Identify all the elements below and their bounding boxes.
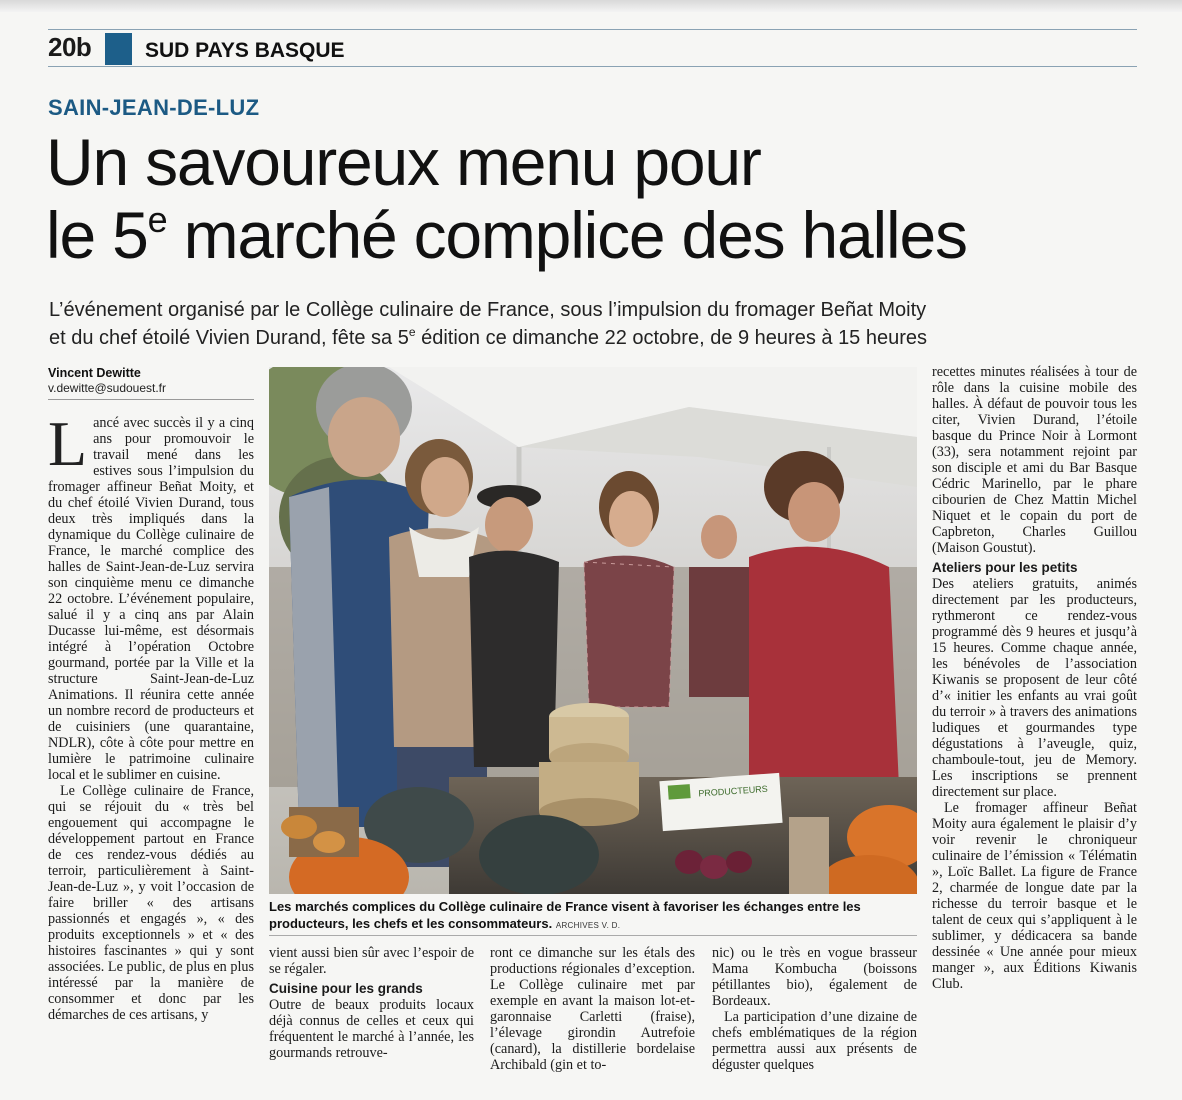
article-column-3 bbox=[490, 945, 695, 1085]
byline-rule bbox=[48, 399, 254, 400]
article-column-5 bbox=[932, 364, 1137, 1084]
page-edge-shadow bbox=[0, 0, 1182, 12]
paragraph: Outre de beaux produits locaux déjà connus de celles et ceux qui fréquentent le marché à l’année, les gourmands retrouve- bbox=[269, 997, 474, 1061]
page-number: 20b bbox=[48, 32, 92, 62]
market-photo bbox=[269, 367, 917, 894]
photo-credit: ARCHIVES V. D. bbox=[555, 921, 621, 930]
article-column-4 bbox=[712, 945, 917, 1085]
author-name: Vincent Dewitte bbox=[48, 366, 141, 380]
standfirst-line-1: L’événement organisé par le Collège culinaire de France, sous l’impulsion du fromager Beñat Moity bbox=[49, 299, 927, 321]
subheading-cuisine: Cuisine pour les grands bbox=[269, 981, 423, 996]
article-headline bbox=[46, 126, 967, 272]
photo-caption: Les marchés complices du Collège culinaire de France visent à favoriser les échanges entre les producteurs, les chefs et les consommateurs. ARCHIVES V. D. bbox=[269, 899, 861, 931]
paragraph: Des ateliers gratuits, animés directement par les producteurs, rythmeront ce rendez-vous programmé dès 9 heures et jusqu’à 15 heures. Comme chaque année, les bénévoles de l’association Kiwanis se proposent de leur côté d’« initier les enfants au vrai goût du terroir » à travers des animations ludiques et gourmandes type dégustations à l’aveugle, quiz, chamboule-tout, jeu de Memory. Les inscriptions se prennent directement sur place. bbox=[932, 576, 1137, 800]
paragraph: Le Collège culinaire de France, qui se réjouit du « très bel engouement qui accompagne le développement partout en France de ces rendez-vous dédiés au terroir, particulièrement à Saint-Jean-de-Luz », y voit l’occasion de faire briller « des artisans passionnés et engagés », « des produits exceptionnels » et « des histoires fascinantes » qui y sont associées. Le public, de plus en plus intéressé par la manière de consommer et donc par les démarches de ces artisans, y bbox=[48, 783, 254, 1023]
paragraph: nic) ou le très en vogue brasseur Mama Kombucha (boissons pétillantes bio), également de Bordeaux. bbox=[712, 945, 917, 1009]
standfirst-line-2: et du chef étoilé Vivien Durand, fête sa 5e édition ce dimanche 22 octobre, de 9 heures à 15 heures bbox=[49, 325, 928, 349]
photo-sign-text: PRODUCTEURS bbox=[698, 783, 769, 799]
article-column-1 bbox=[48, 408, 254, 1085]
headline-line-2: le 5e marché complice des halles bbox=[46, 198, 967, 272]
market-scene-illustration bbox=[269, 367, 917, 894]
paragraph: La participation d’une dizaine de chefs emblématiques de la région permettra aussi aux présents de déguster quelques bbox=[712, 1009, 917, 1073]
paragraph: Le fromager affineur Beñat Moity aura également le plaisir d’y voir revenir le chroniqueur culinaire de l’émission « Télématin », Loïc Ballet. La figure de France 2, charmée de longue date par la richesse du terroir basque et le talent de ceux qui s’appliquent à le sublimer, y dédicacera sa bande dessinée « Une année pour mieux manger », aux Éditions Kiwanis Club. bbox=[932, 800, 1137, 992]
article-column-2 bbox=[269, 945, 474, 1085]
article-kicker: SAIN-JEAN-DE-LUZ bbox=[48, 95, 260, 120]
paragraph: recettes minutes réalisées à tour de rôle dans la cuisine mobile des halles. À défaut de pouvoir tous les citer, Vivien Durand, l’étoile basque du Prince Noir à Lormont (33), sera notamment rejoint par son disciple et ami du Bar Basque Cédric Marinello, par le phare cibourien de Chez Mattin Michel Niquet et le copain du port de Capbreton, Charles Guillou (Maison Goustut). bbox=[932, 364, 1137, 556]
article-standfirst bbox=[49, 296, 1139, 352]
paragraph: vient aussi bien sûr avec l’espoir de se régaler. bbox=[269, 945, 474, 977]
author-email[interactable]: v.dewitte@sudouest.fr bbox=[48, 381, 167, 395]
section-color-block bbox=[105, 33, 132, 65]
drop-cap: L bbox=[48, 408, 88, 479]
section-title: SUD PAYS BASQUE bbox=[145, 39, 345, 62]
headline-line-1: Un savoureux menu pour bbox=[46, 125, 761, 199]
header-top-rule bbox=[48, 29, 1137, 30]
header-bottom-rule bbox=[48, 66, 1137, 67]
subheading-ateliers: Ateliers pour les petits bbox=[932, 560, 1078, 575]
paragraph: ront ce dimanche sur les étals des productions régionales d’exception. Le Collège culinaire met par exemple en avant la maison lot-et-garonnaise Carletti (fraise), l’élevage girondin Autrefoie (canard), la distillerie bordelaise Archibald (gin et to- bbox=[490, 945, 695, 1073]
paragraph-intro: Lancé avec succès il y a cinq ans pour promouvoir le travail mené dans les estives sous l’impulsion du fromager affineur Beñat Moity, et du chef étoilé Vivien Durand, tous deux très impliqués dans la dynamique du Collège culinaire de France, le marché complice des halles de Saint-Jean-de-Luz servira son cinquième menu ce dimanche 22 octobre. L’événement populaire, salué il y a cinq ans par Alain Ducasse lui-même, est désormais intégré à l’opération Octobre gourmand, portée par la Ville et la structure Saint-Jean-de-Luz Animations. Il réunira cette année un nombre record de producteurs et de cuisiniers (une quarantaine, NDLR), côte à côte pour mettre en lumière le patrimoine culinaire local et le sublimer en cuisine. bbox=[48, 408, 254, 783]
caption-rule bbox=[269, 935, 917, 936]
